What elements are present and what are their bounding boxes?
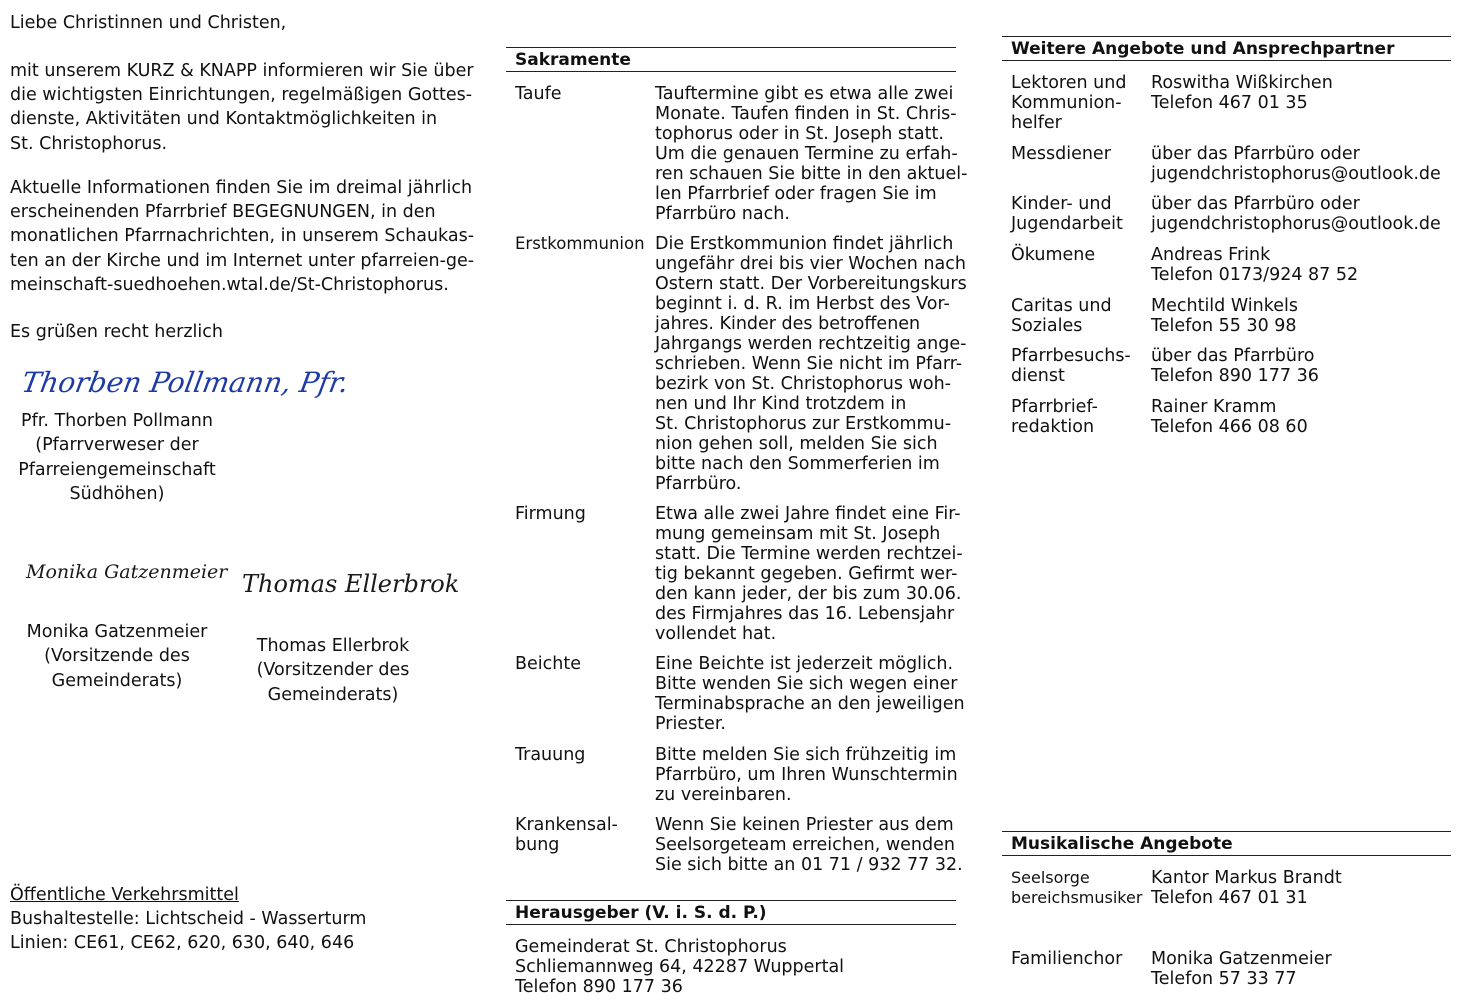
- angebote-column: Weitere Angebote und Ansprechpartner Lektoren und Kommunion- helfer Roswitha Wißkirchen Telefon 467 01 35 Messdiener über das Pfarrbüro oder jugendchristophorus@outlook.de Kinder- und Jugendarbeit über das Pfarrbüro oder jugendchristophorus@outlook.de Ökumene Andreas Frink Telefon 0173/924 87 52 Caritas und Soziales Mechtild Winkels Telefon 55 30 98 Pfarrbesuchs- dienst über das Pfarrbüro Telefon 890 177 36 Pfarrbrief- redaktion Rainer Kramm Telefon 466 08 60 Musikalische Angebote Seelsorge bereichsmusiker Kantor Markus Brandt Telefon 467 01 31 Familienchor Monika Gatzenmeier Telefon 57 33 77: [1002, 0, 1451, 1002]
- bus-stop: Bushaltestelle: Lichtscheid - Wasserturm: [10, 909, 367, 930]
- signature-gatzenmeier: Monika Gatzenmeier: [26, 561, 228, 583]
- herausgeber-heading: Herausgeber (V. i. S. d. P.): [506, 900, 956, 925]
- email-link[interactable]: jugendchristophorus@outlook.de: [1151, 164, 1441, 184]
- letter-paragraph-1: mit unserem KURZ & KNAPP informieren wir Sie über die wichtigsten Einrichtungen, regelmäßigen Gottes- dienste, Aktivitäten und Kontaktmöglichkeiten in St. Christophorus.: [10, 61, 474, 154]
- signer-gatzenmeier: Monika Gatzenmeier (Vorsitzende des Gemeinderats): [26, 622, 208, 691]
- letter-paragraph-2: Aktuelle Informationen finden Sie im dreimal jährlich erscheinenden Pfarrbrief BEGEGNUNGEN, in den monatlichen Pfarrnachrichten, in unserem Schaukas- ten an der Kirche und im Internet unter pfarreien-ge- meinschaft-suedhoehen.wtal.de/St-Christophorus.: [10, 178, 475, 295]
- letter-greeting: Liebe Christinnen und Christen,: [10, 13, 287, 33]
- signer-ellerbrok: Thomas Ellerbrok (Vorsitzender des Gemeinderats): [256, 636, 410, 705]
- bus-lines: Linien: CE61, CE62, 620, 630, 640, 646: [10, 933, 355, 954]
- transport-info: [10, 883, 366, 956]
- musik-heading: Musikalische Angebote: [1002, 831, 1451, 856]
- signer-pollmann: Pfr. Thorben Pollmann (Pfarrverweser der Pfarreiengemeinschaft Südhöhen): [18, 411, 216, 505]
- signature-pollmann: Thorben Pollmann, Pfr.: [19, 366, 352, 399]
- transport-heading: Öffentliche Verkehrsmittel: [10, 885, 239, 905]
- sakramente-column: Sakramente Taufe Tauftermine gibt es etwa alle zwei Monate. Taufen finden in St. Chris- tophorus oder in St. Joseph statt. Um die genauen Termine zu erfah- ren schauen Sie bitte in den aktuel- len Pfarrbrief oder fragen Sie im Pfarrbüro nach. Erstkommunion Die Erstkommunion findet jährlich ungefähr drei bis vier Wochen nach Ostern statt. Der Vorbereitungskurs beginnt i. d. R. im Herbst des Vor- jahres. Kinder des betroffenen Jahrgangs werden rechtzeitig ange- schrieben. Wenn Sie nicht im Pfarr- bezirk von St. Christophorus woh- nen und Ihr Kind trotzdem in St. Christophorus zur Erstkommu- nion gehen soll, melden Sie sich bitte nach den Sommerferien im Pfarrbüro. Firmung Etwa alle zwei Jahre findet eine Fir- mung gemeinsam mit St. Joseph statt. Die Termine werden rechtzei- tig bekannt gegeben. Gefirmt wer- den kann jeder, der bis zum 30.06. des Firmjahres das 16. Lebensjahr vollendet hat. Beichte Eine Beichte ist jederzeit möglich. Bitte wenden Sie sich wegen einer Terminabsprache an den jeweiligen Priester. Trauung Bitte melden Sie sich frühzeitig im Pfarrbüro, um Ihren Wunschtermin zu vereinbaren. Krankensal- bung Wenn Sie keinen Priester aus dem Seelsorgeteam erreichen, wenden Sie sich bitte an 01 71 / 932 77 32. Herausgeber (V. i. S. d. P.) Gemeinderat St. Christophorus Schliemannweg 64, 42287 Wuppertal Telefon 890 177 36: [506, 0, 956, 1002]
- sakramente-heading: Sakramente: [506, 47, 956, 72]
- angebote-heading: Weitere Angebote und Ansprechpartner: [1002, 36, 1451, 61]
- email-link[interactable]: jugendchristophorus@outlook.de: [1151, 214, 1441, 234]
- letter-closing: Es grüßen recht herzlich: [10, 322, 223, 342]
- signature-ellerbrok: Thomas Ellerbrok: [242, 570, 460, 598]
